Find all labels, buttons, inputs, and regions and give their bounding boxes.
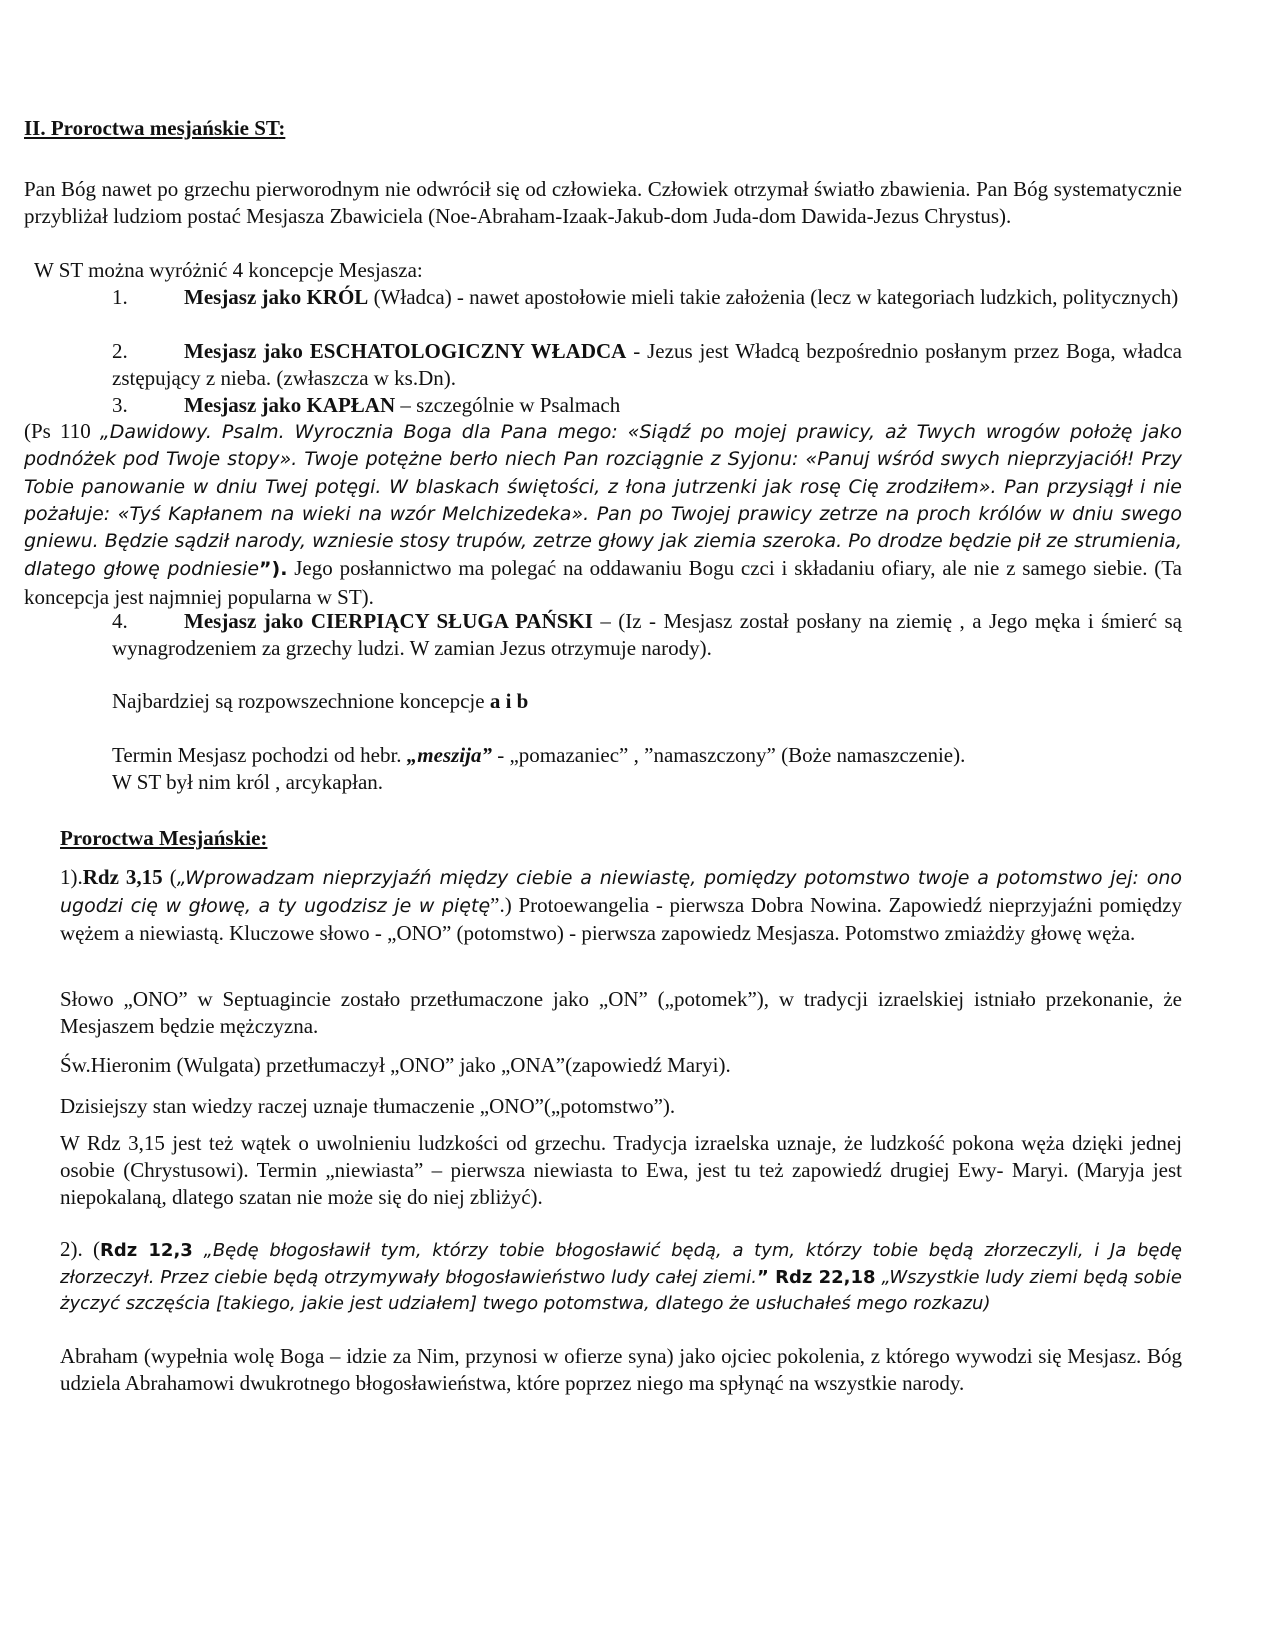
prophecy-1-paragraph: 1).Rdz 3,15 („Wprowadzam nieprzyjaźń między ciebie a niewiastę, pomiędzy potomstwo twoje a potomstwo jej: ono ugodzi cię w głowę, a ty ugodzisz je w piętę”.) Protoewangelia - pierwsza Dobra Nowina. Zapowiedź nieprzyjaźni pomiędzy wężem a niewiastą. Kluczowe słowo - „ONO” (potomstwo) - pierwsza zapowiedz Mesjasza. Potomstwo zmiażdży głowę węża. [60,865,1183,945]
prophecy-paragraph-liberation: W Rdz 3,15 jest też wątek o uwolnieniu ludzkości od grzechu. Tradycja izraelska uznaje, że ludzkość pokona węża dzięki jednej osobie (Chrystusowi). Termin „niewiasta” – pierwsza niewiasta to Ewa, jest tu też zapowiedź drugiej Ewy- Maryi. (Maryja jest niepokalaną, dlatego szatan nie może się do niej zbliżyć). [60,1131,1182,1209]
concept-title: Mesjasz jako KRÓL [184,285,369,309]
psalm-quote-paragraph: (Ps 110 „Dawidowy. Psalm. Wyrocznia Boga dla Pana mego: «Siądź po mojej prawicy, aż Twych wrogów położę jako podnóżek pod Twoje stopy». Twoje potężne berło niech Pan rozciągnie z Syjonu: «Panuj wśród swych nieprzyjaciół! Przy Tobie panowanie w dniu Twej potęgi. W blaskach świętości, z łona jutrzenki jak rosę Cię zrodziłem». Pan przysiągł i nie pożałuje: «Tyś Kapłanem na wieki na wzór Melchizedeka». Pan po Twojej prawicy zetrze na proch królów w dniu swego gniewu. Będzie sądził narody, wzniesie stosy trupów, zetrze głowy jak ziemia szeroka. Po drodze będzie pił ze strumienia, dlatego głowę podniesie”). Jego posłannictwo ma polegać na oddawaniu Bogu czci i składaniu ofiary, ale nie z samego siebie. (Ta koncepcja jest najmniej popularna w ST). [24,419,1182,609]
term-line-1: Termin Mesjasz pochodzi od hebr. „meszija” - „pomazaniec” , ”namaszczony” (Boże namaszczenie). [112,743,966,767]
intro-paragraph: Pan Bóg nawet po grzechu pierworodnym nie odwrócił się od człowieka. Człowiek otrzymał światło zbawienia. Pan Bóg systematycznie przybliżał ludziom postać Mesjasza Zbawiciela (Noe-Abraham-Izaak-Jakub-dom Juda-dom Dawida-Jezus Chrystus). [24,177,1182,228]
prophecy-paragraph-hieronim: Św.Hieronim (Wulgata) przetłumaczył „ONO” jako „ONA”(zapowiedź Maryi). [60,1053,731,1077]
prophecies-heading: Proroctwa Mesjańskie: [60,826,268,850]
prophecy-paragraph-today: Dzisiejszy stan wiedzy raczej uznaje tłumaczenie „ONO”(„potomstwo”). [60,1094,676,1118]
abraham-paragraph: Abraham (wypełnia wolę Boga – idzie za Nim, przynosi w ofierze syna) jako ojciec pokolenia, z którego wywodzi się Mesjasz. Bóg udziela Abrahamowi dwukrotnego błogosławieństwa, które poprzez niego ma spłynąć na wszystkie narody. [60,1344,1182,1395]
concept-item-3: 3. Mesjasz jako KAPŁAN – szczególnie w Psalmach [112,393,621,417]
popular-concepts-line: Najbardziej są rozpowszechnione koncepcje a i b [112,689,529,713]
concept-item-4: 4. Mesjasz jako CIERPIĄCY SŁUGA PAŃSKI – (Iz - Mesjasz został posłany na ziemię , a Jego męka i śmierć są wynagrodzeniem za grzechy ludzi. W zamian Jezus otrzymuje narody). [112,609,1182,660]
prophecy-paragraph-ono: Słowo „ONO” w Septuagincie zostało przetłumaczone jako „ON” („potomek”), w tradycji izraelskiej istniało przekonanie, że Mesjaszem będzie mężczyzna. [60,987,1182,1038]
concept-title: Mesjasz jako CIERPIĄCY SŁUGA PAŃSKI [184,609,593,633]
section-title: II. Proroctwa mesjańskie ST: [24,116,286,140]
prophecy-2-paragraph: 2). (Rdz 12,3 „Będę błogosławił tym, którzy tobie błogosławić będą, a tym, którzy tobie będą złorzeczyli, i Ja będę złorzeczył. Przez ciebie będą otrzymywały błogosławieństwo ludy całej ziemi.” Rdz 22,18 „Wszystkie ludy ziemi będą sobie życzyć szczęścia [takiego, jakie jest udziałem] twego potomstwa, dlatego że usłuchałeś mego rozkazu) [60,1237,1182,1314]
term-line-2: W ST był nim król , arcykapłan. [112,770,384,794]
concept-item-1: 1. Mesjasz jako KRÓL (Władca) - nawet apostołowie mieli takie założenia (lecz w kategoriach ludzkich, politycznych) [112,285,1179,309]
concept-title: Mesjasz jako KAPŁAN [184,393,396,417]
concept-title: Mesjasz jako ESCHATOLOGICZNY WŁADCA [184,339,627,363]
concept-item-2: 2. Mesjasz jako ESCHATOLOGICZNY WŁADCA - Jezus jest Władcą bezpośrednio posłanym przez Boga, władca zstępujący z nieba. (zwłaszcza w ks.Dn). [112,339,1183,390]
concepts-intro-line: W ST można wyróżnić 4 koncepcje Mesjasza: [34,258,423,282]
psalm-quote: „Dawidowy. Psalm. Wyrocznia Boga dla Pana mego: «Siądź po mojej prawicy, aż Twych wrogów położę jako podnóżek pod Twoje stopy». Twoje potężne berło niech Pan rozciągnie z Syjonu: «Panuj wśród swych nieprzyjaciół! Przy Tobie panowanie w dniu Twej potęgi. W blaskach świętości, z łona jutrzenki jak rosę Cię zrodziłem». Pan przysiągł i nie pożałuje: «Tyś Kapłanem na wieki na wzór Melchizedeka». Pan po Twojej prawicy zetrze na proch królów w dniu swego gniewu. Będzie sądził narody, wzniesie stosy trupów, zetrze głowy jak ziemia szeroka. Po drodze będzie pił ze strumienia, dlatego głowę podniesie [24,421,1182,581]
